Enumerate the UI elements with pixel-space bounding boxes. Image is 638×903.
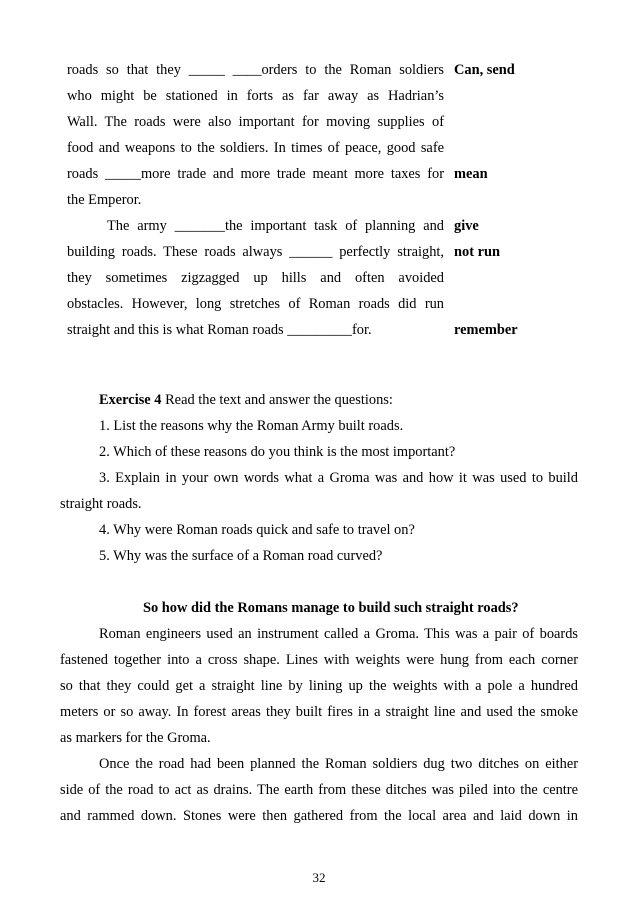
table-text-line: The army _______the important task of planning and — [107, 218, 444, 234]
body-line: so that they could get a straight line by lining up the weights with a pole a hundred — [60, 678, 578, 694]
table-text-line: straight and this is what Roman roads _________for. — [67, 322, 372, 338]
question: 5. Why was the surface of a Roman road curved? — [99, 548, 383, 564]
table-text-line: food and weapons to the soldiers. In times of peace, good safe — [67, 140, 444, 156]
body-line: meters or so away. In forest areas they built fires in a straight line and used the smoke — [60, 704, 578, 720]
answer-word: give — [454, 218, 479, 234]
body-line: side of the road to act as drains. The earth from these ditches was piled into the centre — [60, 782, 578, 798]
table-text-line: Wall. The roads were also important for moving supplies of — [67, 114, 444, 130]
table-text-line: obstacles. However, long stretches of Roman roads did run — [67, 296, 444, 312]
exercise-instruction: Read the text and answer the questions: — [161, 392, 393, 408]
page-number: 32 — [312, 870, 326, 885]
answer-word: not run — [454, 244, 500, 260]
exercise-label: Exercise 4 — [99, 392, 162, 408]
table-text-line: roads so that they _____ ____orders to the Roman soldiers — [67, 62, 444, 78]
answer-word: remember — [454, 322, 518, 338]
table-text-line: who might be stationed in forts as far away as Hadrian’s — [67, 88, 444, 104]
question: 3. Explain in your own words what a Groma was and how it was used to build — [99, 470, 578, 486]
body-line: fastened together into a cross shape. Lines with weights were hung from each corner — [60, 652, 578, 668]
body-line: as markers for the Groma. — [60, 730, 211, 746]
question: 4. Why were Roman roads quick and safe to travel on? — [99, 522, 415, 538]
body-line: and rammed down. Stones were then gathered from the local area and laid down in — [60, 808, 578, 824]
exercise-heading — [99, 392, 393, 409]
answer-word: mean — [454, 166, 488, 182]
question: 2. Which of these reasons do you think is the most important? — [99, 444, 456, 460]
table-text-line: the Emperor. — [67, 192, 142, 208]
table-text-line: roads _____more trade and more trade meant more taxes for — [67, 166, 444, 182]
table-text-line: they sometimes zigzagged up hills and often avoided — [67, 270, 444, 286]
question-continuation: straight roads. — [60, 496, 142, 512]
question: 1. List the reasons why the Roman Army built roads. — [99, 418, 404, 434]
table-text-line: building roads. These roads always ______ perfectly straight, — [67, 244, 444, 260]
body-line: Once the road had been planned the Roman soldiers dug two ditches on either — [99, 756, 578, 772]
body-line: Roman engineers used an instrument called a Groma. This was a pair of boards — [99, 626, 578, 642]
section-heading: So how did the Romans manage to build such straight roads? — [143, 600, 519, 616]
answer-word: Can, send — [454, 62, 515, 78]
